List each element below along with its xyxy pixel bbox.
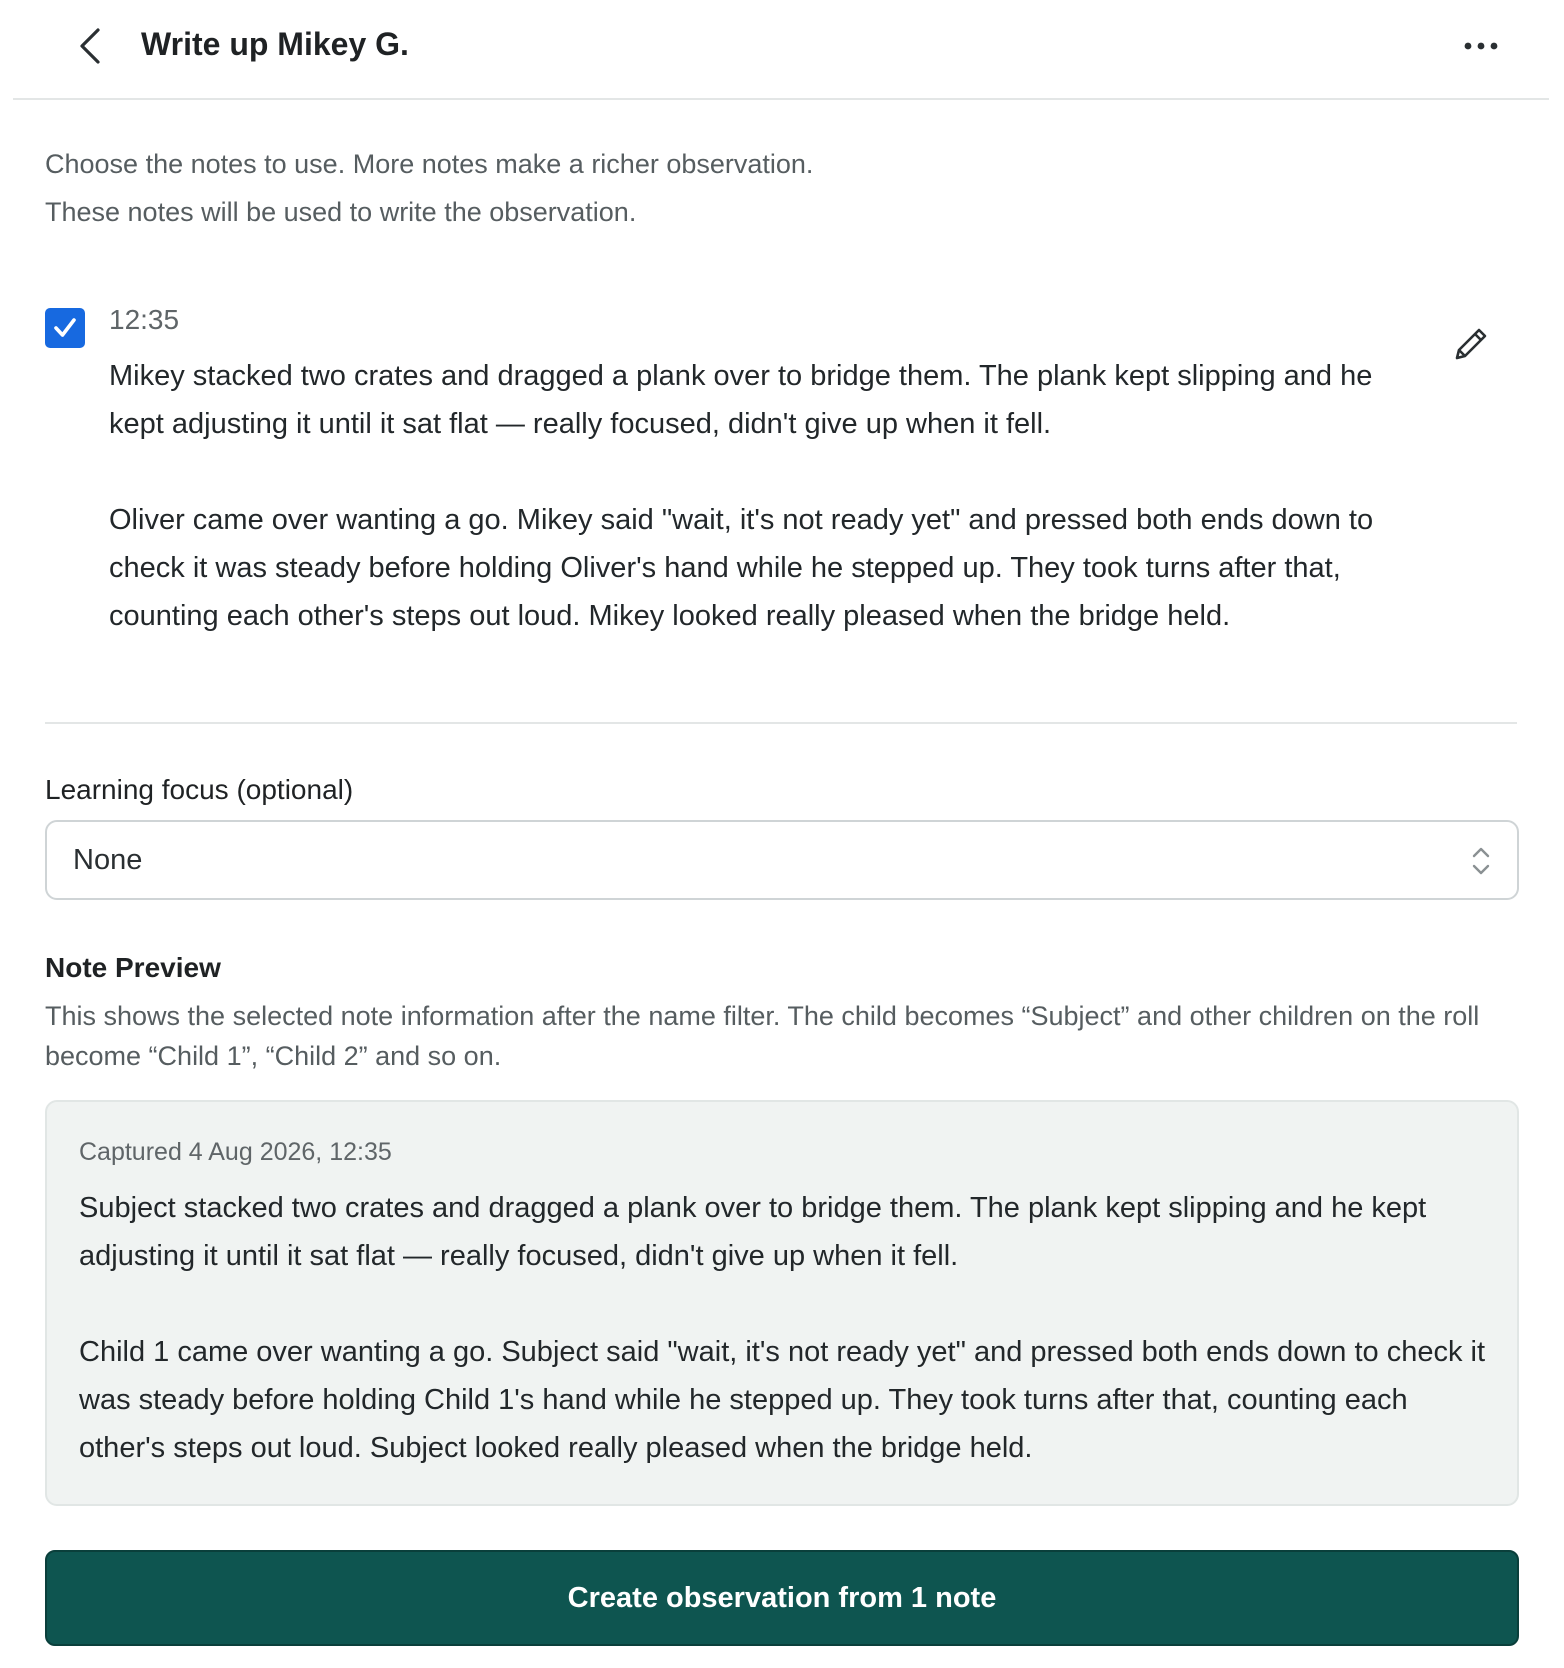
- page-title: Write up Mikey G.: [141, 26, 409, 62]
- note-preview-title: Note Preview: [45, 952, 221, 983]
- note-preview-box: [45, 1100, 1519, 1506]
- write-up-page: [13, 0, 1549, 1668]
- learning-focus-label: Learning focus (optional): [45, 774, 354, 805]
- chevron-left-icon: [76, 26, 106, 66]
- learning-focus-select[interactable]: [45, 820, 1519, 900]
- create-observation-button[interactable]: Create observation from 1 note: [45, 1550, 1519, 1646]
- learning-focus-value: None: [73, 844, 143, 876]
- intro-line-1: Choose the notes to use. More notes make a richer observation.: [45, 149, 814, 179]
- note-time: 12:35: [109, 304, 180, 335]
- preview-captured-date: Captured 4 Aug 2026, 12:35: [79, 1138, 392, 1166]
- select-chevrons-icon: [1469, 844, 1493, 878]
- header-bar: [13, 0, 1549, 100]
- more-options-button[interactable]: [1453, 18, 1509, 74]
- pencil-icon: [1451, 324, 1491, 364]
- checkmark-icon: [51, 314, 79, 342]
- note-item: [45, 294, 1517, 724]
- edit-note-button[interactable]: [1445, 318, 1497, 370]
- more-horizontal-icon: [1463, 41, 1499, 51]
- intro-text: [45, 140, 1505, 236]
- note-text: Mikey stacked two crates and dragged a plank over to bridge them. The plank kept slipping and he kept adjusting it until it sat flat — really focused, didn't give up when it fell. Oliver came over wanting a go. Mikey said "wait, it's not ready yet" and pressed both ends down to check it was steady before holding Oliver's hand while he stepped up. They took turns after that, counting each other's steps out loud. Mikey looked really pleased when the bridge held.: [109, 360, 1374, 632]
- intro-line-2: These notes will be used to write the observation.: [45, 197, 637, 227]
- back-button[interactable]: [63, 18, 119, 74]
- preview-text: Subject stacked two crates and dragged a plank over to bridge them. The plank kept slipping and he kept adjusting it until it sat flat — really focused, didn't give up when it fell. Child 1 came over wanting a go. Subject said "wait, it's not ready yet" and pressed both ends down to check it was steady before holding Child 1's hand while he stepped up. They took turns after that, counting each other's steps out loud. Subject looked really pleased when the bridge held.: [79, 1192, 1486, 1464]
- note-checkbox[interactable]: [45, 308, 85, 348]
- note-preview-description: This shows the selected note information after the name filter. The child becomes “Subject” and other children on the roll become “Child 1”, “Child 2” and so on.: [45, 1001, 1480, 1071]
